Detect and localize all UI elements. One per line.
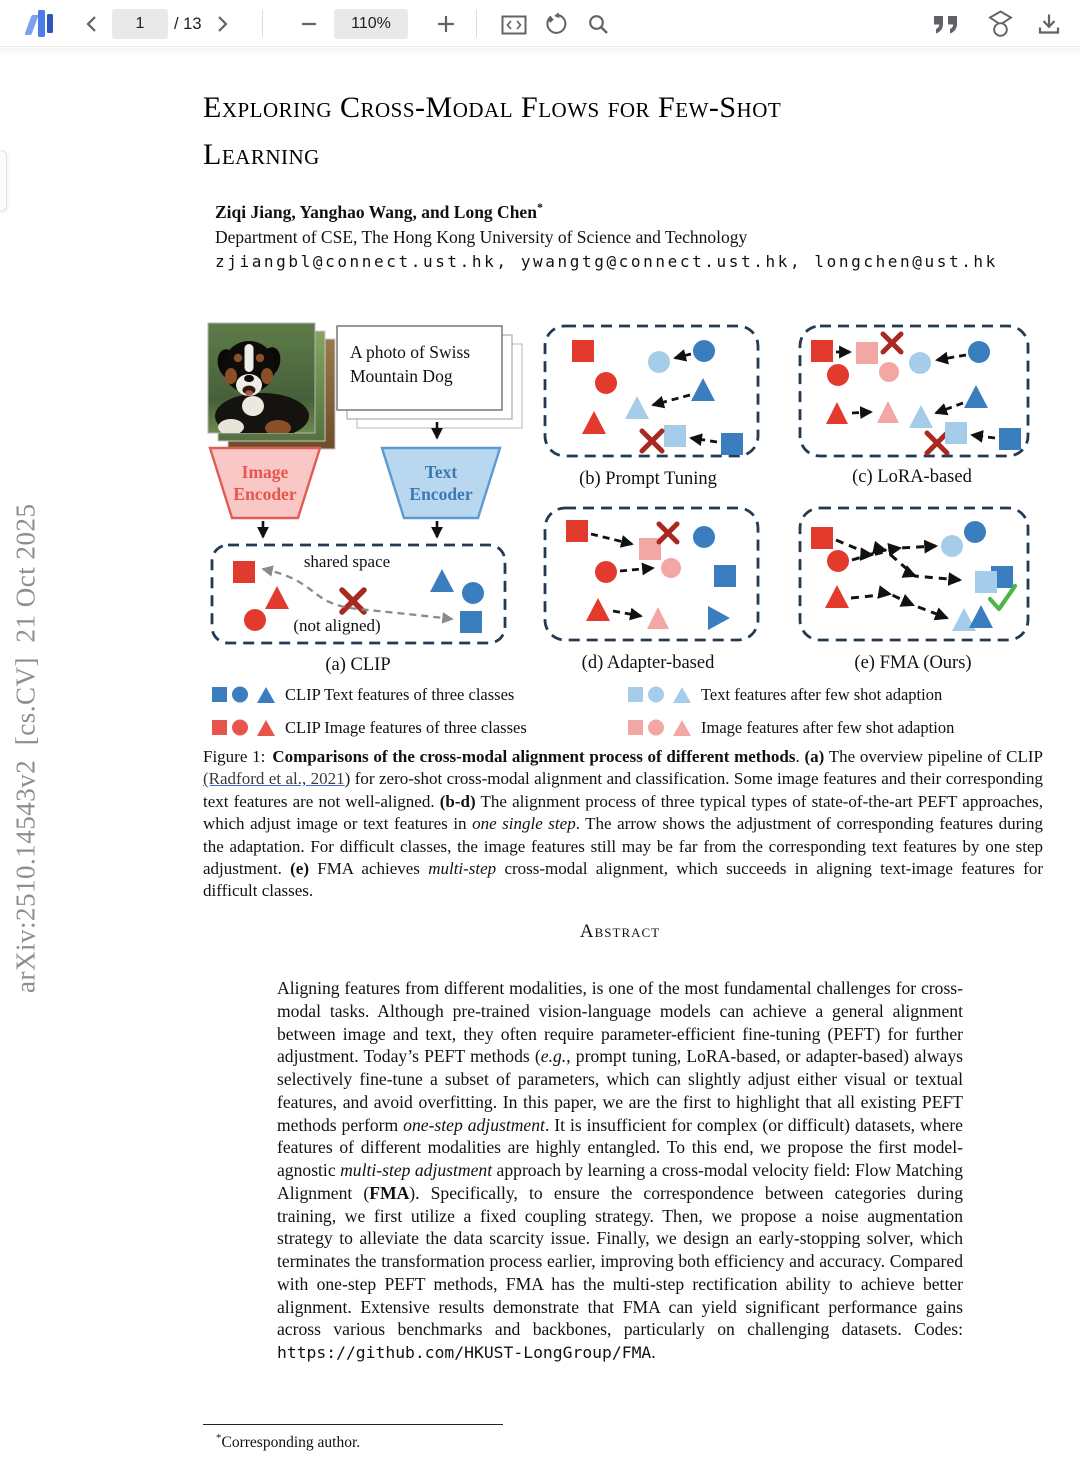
logo-tall-bar [38,10,45,37]
minus-icon [300,15,318,33]
blue-square [460,611,482,633]
legend-adapted-image [628,718,954,738]
red-triangle [825,585,849,608]
footnote [216,1432,360,1452]
pink-circle [879,362,899,382]
multi-step-flow-arrow [836,540,936,555]
adjust-arrow [613,611,641,616]
misalignment-cross [642,431,662,451]
not-aligned-label: (not aligned) [293,616,381,635]
red-shapes-icon [212,719,276,737]
pink-circle [661,558,681,578]
authors-line [215,200,543,223]
assistant-button[interactable] [986,9,1014,38]
blue-circle [462,582,484,604]
prompt-text-line1: A photo of Swiss [350,342,471,362]
arxiv-watermark: arXiv:2510.14543v2 [cs.CV] 21 Oct 2025 [10,503,41,993]
light-blue-triangle [909,405,933,428]
abstract-italic: multi-step adjustment [340,1160,493,1180]
red-square [233,561,255,583]
footnote-text: Corresponding author. [221,1434,361,1452]
alphaxiv-logo-icon[interactable] [28,10,54,37]
rotate-button[interactable] [543,11,568,36]
shared-space-label: shared space [303,552,391,571]
pink-shapes-icon [628,719,692,737]
abstract-text: . [651,1342,656,1362]
abstract-body [277,977,963,1365]
zoom-in-button[interactable] [434,12,458,36]
panel-e-fma [800,508,1028,673]
adjust-arrow [852,412,871,413]
blue-triangle [964,385,988,408]
blue-triangle [691,378,715,401]
text-encoder-label1: Text [424,462,458,482]
blue-circle [693,340,715,362]
adjust-arrow [591,534,632,544]
abstract-italic: e.g. [540,1046,567,1067]
red-square [811,340,833,362]
abstract-text: . It is insufficient for complex (or difficult) datasets, where features of different modalities are highly entangled. To this end, we propose the first model-agnostic [277,1114,963,1180]
adjust-arrow [936,403,963,413]
chevron-left-icon [85,15,97,33]
citation-link[interactable]: (Radford et al., 2021 [203,769,345,789]
adjust-arrow [937,355,966,360]
panel-e-caption: (e) FMA (Ours) [854,653,972,673]
multi-step-flow-arrow [852,550,960,580]
toolbar-divider [476,10,477,37]
light-blue-square [975,571,997,593]
caption-italic: multi-step [428,859,497,879]
panel-c-caption: (c) LoRA-based [852,467,972,487]
chevron-right-icon [217,15,229,33]
legend-label: Text features after few shot adaption [701,685,943,704]
sidebar-handle[interactable] [0,150,7,212]
pink-triangle [877,401,899,423]
caption-text: . The arrow shows the adjustment of corresponding features during the adaptation. For difficult classes, the image features still may be far from the corresponding text features by one step adjustment. [203,814,1043,879]
paper-title [203,84,1053,178]
light-blue-circle [909,352,931,374]
page-number-value: 1 [135,15,145,32]
light-blue-circle [648,351,670,373]
gem-hat-icon [988,10,1013,38]
blue-square [999,428,1021,450]
abstract-text: Aligning features from different modalities, is one of the most fundamental challenges for cross-modal tasks. Although pre-trained vision-language models can achieve a general alignment between image and text, they often require parameter-efficient fine-tuning (PEFT) for further adjustment. Today’s PEFT methods ( [277,978,963,1067]
pink-square [856,342,878,364]
download-icon [1038,13,1060,35]
blue-circle [693,526,715,548]
blue-square [714,565,736,587]
footnote-asterisk: * [216,1432,222,1444]
search-icon [588,14,609,35]
figure-label: Figure 1: [203,747,266,766]
red-circle [595,561,617,583]
red-square [566,520,588,542]
legend-clip-text [212,685,514,705]
toolbar-shadow [0,48,1080,55]
blue-circle [964,521,986,543]
paper-title-line1: Exploring Cross-Modal Flows for Few-Shot [203,91,782,124]
zoom-level-value: 110% [351,15,391,32]
panel-c-lora [800,326,1028,487]
misalignment-cross [927,433,947,453]
red-triangle [826,402,848,424]
citations-button[interactable] [932,14,960,34]
footnote-rule [203,1424,503,1425]
adjust-arrow [653,395,690,405]
panel-d-caption: (d) Adapter-based [581,653,715,673]
misalignment-cross [659,524,677,542]
image-encoder [210,448,320,518]
abstract-text: approach by learning a cross-modal velocity field: Flow Matching Alignment ( [277,1160,963,1203]
code-repo-link[interactable]: https://github.com/HKUST-LongGroup/FMA [277,1343,652,1362]
panel-b-caption: (b) Prompt Tuning [579,469,717,489]
emails-line: zjiangbl@connect.ust.hk, ywangtg@connect.ust.hk, longchen@ust.hk [215,252,998,271]
caption-text: cross-modal alignment, which succeeds in aligning text-image features for difficult classes. [203,859,1044,901]
blue-triangle [430,569,454,592]
caption-marker-e: (e) [290,859,309,879]
light-blue-circle [941,535,963,557]
red-triangle [265,586,289,609]
abstract-text: , prompt tuning, LoRA-based, or adapter-based) always selectively fine-tune a subset of parameters, which can slightly adjust either visual or textual features, and avoid overfitting. In this paper, we are the first to highlight that all existing PEFT methods perform [277,1046,963,1135]
caption-marker-bd: (b-d) [439,791,476,811]
page-number-input[interactable] [112,9,168,39]
multi-step-flow-arrow [851,594,947,618]
affiliation-line: Department of CSE, The Hong Kong University of Science and Technology [215,227,748,247]
light-blue-square [664,425,686,447]
light-blue-square [945,422,967,444]
abstract-italic: one-step adjustment [403,1114,545,1135]
panel-b-prompt-tuning [545,326,758,489]
fit-width-icon [501,15,527,35]
image-encoder-label2: Encoder [233,484,297,504]
authors-text: Ziqi Jiang, Yanghao Wang, and Long Chen [215,201,537,222]
quote-icon [933,15,959,34]
legend-label: CLIP Image features of three classes [285,718,527,737]
legend-adapted-text [628,685,942,705]
caption-text: The alignment process of three typical types of state-of-the-art PEFT approaches, which adjust image or text features in [203,791,1043,834]
dog-photo-stack [208,323,335,449]
panel-a-clip [208,323,522,675]
light-blue-triangle [625,396,649,419]
red-circle [827,550,849,572]
rotate-icon [544,12,567,35]
zoom-out-button[interactable] [298,13,320,35]
authors-asterisk: * [536,200,543,214]
blue-right-triangle [708,606,730,630]
light-blue-shapes-icon [628,686,692,704]
logo-short-bar [47,14,53,33]
adjust-arrow [972,435,995,438]
abstract-bold: FMA [369,1182,410,1203]
caption-text: FMA achieves [308,859,429,879]
figure-1-caption [203,746,1043,903]
paper-title-line2: Learning [203,138,320,171]
legend-label: CLIP Text features of three classes [285,685,515,704]
previous-page-button[interactable] [80,13,102,35]
caption-marker-a: (a) [804,747,825,766]
toolbar-divider [262,10,263,37]
pink-triangle [647,607,669,629]
adjust-arrow [691,438,717,442]
fit-width-button[interactable] [500,14,528,35]
text-encoder-label2: Encoder [409,484,473,504]
red-triangle [582,411,606,434]
prompt-card-stack [337,326,522,428]
prompt-text-line2: Mountain Dog [350,366,453,386]
next-page-button[interactable] [212,13,234,35]
logo-slash-bar [24,15,38,35]
blue-shapes-icon [212,686,276,704]
abstract-text: ). Specifically, to ensure the correspondence between categories during training, we first utilize a fixed coupling strategy. Then, we propose a noise augmentation strategy to alleviate the data scarcity issue. Finally, we design an early-stopping solver, which terminates the transformation process earlier, improving both efficiency and accuracy. Compared with one-step PEFT methods, FMA has the multi-step rectification ability to achieve better alignment. Extensive results demonstrate that FMA can yield significant performance gains across various benchmarks and backbones, particularly on challenging datasets. Codes: [277,1182,963,1340]
red-circle [244,609,266,631]
search-button[interactable] [586,12,610,36]
caption-bold-head: Comparisons of the cross-modal alignment process of different methods [272,747,796,766]
blue-square [721,433,743,455]
figure-1-graphic [200,318,1045,686]
image-encoder-label1: Image [241,462,289,482]
panel-d-adapter [545,508,758,673]
caption-italic: one single step [472,814,576,834]
page-total-label: / 13 [174,14,202,33]
caption-text: ) for zero-shot cross-modal alignment and classification. Some image features and their corresponding text features are not well-aligned. [203,769,1043,811]
pdf-viewer-toolbar [0,0,1080,47]
legend-clip-image [212,718,527,738]
blue-triangle [969,605,993,628]
red-square [811,527,833,549]
zoom-level-input[interactable] [334,9,408,39]
red-triangle [586,598,610,621]
red-circle [595,372,617,394]
legend-label: Image features after few shot adaption [701,718,955,737]
adjust-arrow [675,354,691,358]
plus-icon [436,14,456,34]
abstract-heading: Abstract [579,921,661,942]
caption-text: The overview pipeline of CLIP [824,747,1043,766]
red-circle [827,364,849,386]
adjust-arrow [620,568,653,571]
blue-circle [968,341,990,363]
misalignment-cross [883,334,901,352]
panel-a-caption: (a) CLIP [325,655,391,675]
caption-text: . [795,747,805,766]
text-encoder [382,448,500,518]
download-button[interactable] [1036,12,1061,36]
red-square [572,340,594,362]
